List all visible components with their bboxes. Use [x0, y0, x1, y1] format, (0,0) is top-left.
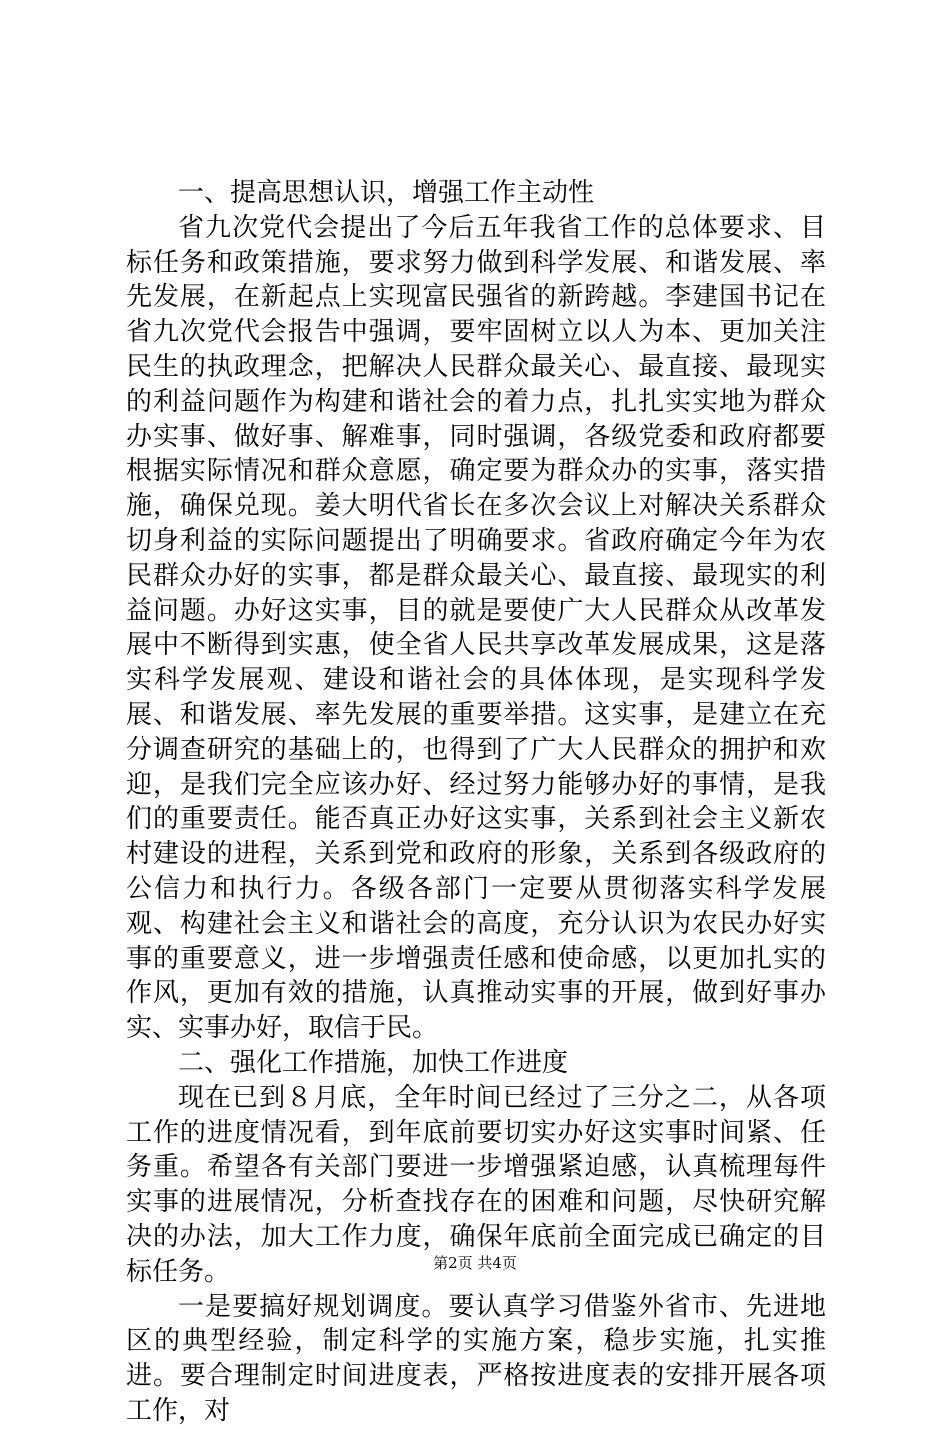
section-heading-1: 一、提高思想认识，增强工作主动性: [178, 178, 595, 208]
paragraph-3: 一是要搞好规划调度。要认真学习借鉴外省市、先进地区的典型经验，制定科学的实施方案，稳步实施，扎实推进。要合理制定时间进度表，严格按进度表的安排开展各项工作，对: [126, 1291, 826, 1426]
paragraph-1: 省九次党代会提出了今后五年我省工作的总体要求、目标任务和政策措施，要求努力做到科学发展、和谐发展、率先发展，在新起点上实现富民强省的新跨越。李建国书记在省九次党代会报告中强调，要牢固树立以人为本、更加关注民生的执政理念，把解决人民群众最关心、最直接、最现实的利益问题作为构建和谐社会的着力点，扎扎实实地为群众办实事、做好事、解难事，同时强调，各级党委和政府都要根据实际情况和群众意愿，确定要为群众办的实事，落实措施，确保兑现。姜大明代省长在多次会议上对解决关系群众切身利益的实际问题提出了明确要求。省政府确定今年为农民群众办好的实事，都是群众最关心、最直接、最现实的利益问题。办好这实事，目的就是要使广大人民群众从改革发展中不断得到实惠，使全省人民共享改革发展成果，这是落实科学发展观、建设和谐社会的具体体现，是实现科学发展、和谐发展、率先发展的重要举措。这实事，是建立在充分调查研究的基础上的，也得到了广大人民群众的拥护和欢迎，是我们完全应该办好、经过努力能够办好的事情，是我们的重要责任。能否真正办好这实事，关系到社会主义新农村建设的进程，关系到党和政府的形象，关系到各级政府的公信力和执行力。各级各部门一定要从贯彻落实科学发展观、构建社会主义和谐社会的高度，充分认识为农民办好实事的重要意义，进一步增强责任感和使命感，以更加扎实的作风，更加有效的措施，认真推动实事的开展，做到好事办实、实事办好，取信于民。: [126, 212, 826, 1044]
page-number-footer: 第2页 共4页: [433, 1254, 517, 1272]
paragraph-2: 现在已到８月底，全年时间已经过了三分之二，从各项工作的进度情况看，到年底前要切实办好这实事时间紧、任务重。希望各有关部门要进一步增强紧迫感，认真梳理每件实事的进展情况，分析查找存在的困难和问题，尽快研究解决的办法，加大工作力度，确保年底前全面完成已确定的目标任务。: [126, 1082, 826, 1287]
document-body: [126, 176, 826, 1429]
section-heading-2: 二、强化工作措施，加快工作进度: [178, 1047, 569, 1078]
